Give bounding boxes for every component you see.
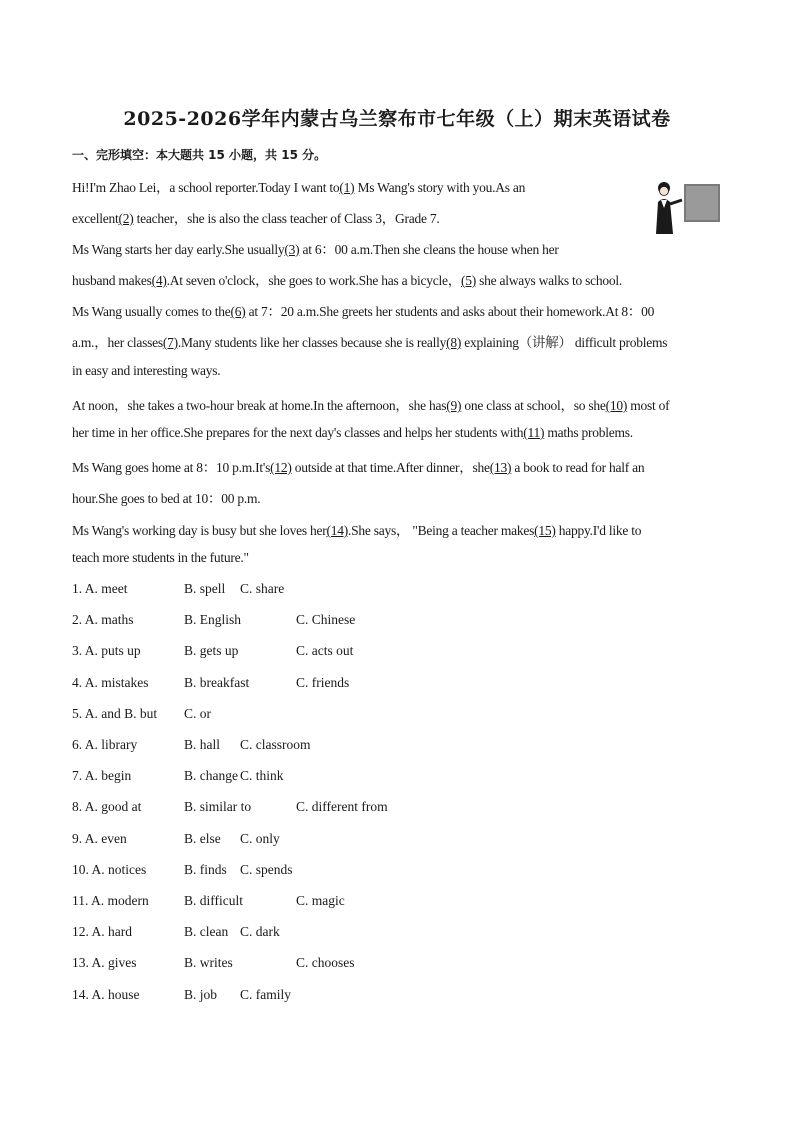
option-c: C. share	[240, 581, 285, 596]
option-c: C. friends	[296, 675, 350, 690]
section-heading: 一、完形填空：本大题共 15 小题，共 15 分。	[72, 148, 327, 162]
blank-13: (13)	[489, 460, 512, 475]
passage-line: her time in her office.She prepares for the next day's classes and helps her students with(11) maths problems.	[72, 425, 633, 440]
option-a: 13. A. gives	[72, 955, 137, 970]
option-a: 6. A. library	[72, 737, 138, 752]
option-b: B. breakfast	[184, 675, 250, 690]
blank-1: (1)	[339, 180, 355, 195]
blank-10: (10)	[605, 398, 628, 413]
blank-4: (4)	[151, 273, 167, 288]
option-a: 3. A. puts up	[72, 643, 141, 658]
option-a: 14. A. house	[72, 987, 140, 1002]
option-c: C. acts out	[296, 643, 354, 658]
option-c: C. family	[240, 987, 291, 1002]
option-c: C. different from	[296, 799, 388, 814]
option-b: B. clean	[184, 924, 229, 939]
blank-8: (8)	[446, 335, 462, 350]
blank-12: (12)	[270, 460, 292, 475]
passage-line: Ms Wang usually comes to the(6) at 7：20 a.m.She greets her students and asks about their homework.At 8：00	[72, 304, 655, 319]
blank-3: (3)	[284, 242, 300, 257]
option-c: C. magic	[296, 893, 345, 908]
option-c: C. think	[240, 768, 284, 783]
option-a: 8. A. good at	[72, 799, 142, 814]
option-b: B. else	[184, 831, 221, 846]
option-a: 12. A. hard	[72, 924, 132, 939]
blank-9: (9)	[446, 398, 462, 413]
option-b: B. similar to	[184, 799, 252, 814]
blank-7: (7)	[162, 335, 178, 350]
option-b: B. spell	[184, 581, 226, 596]
blank-2: (2)	[118, 211, 134, 226]
option-a: 11. A. modern	[72, 893, 149, 908]
passage-line: Hi!I'm Zhao Lei，a school reporter.Today I want to(1) Ms Wang's story with you.As an	[72, 180, 526, 195]
option-a: 9. A. even	[72, 831, 127, 846]
passage-line: a.m.，her classes(7).Many students like her classes because she is really(8) explaining（讲解） difficult problems	[72, 335, 668, 350]
option-c: C. chooses	[296, 955, 355, 970]
passage-line: At noon，she takes a two-hour break at home.In the afternoon，she has(9) one class at school，so she(10) most of	[72, 398, 670, 413]
option-c: C. Chinese	[296, 612, 356, 627]
passage-line: Ms Wang's working day is busy but she loves her(14).She says， "Being a teacher makes(15) happy.I'd like to	[72, 523, 642, 538]
option-a: 7. A. begin	[72, 768, 132, 783]
passage-line: Ms Wang goes home at 8：10 p.m.It's(12) outside at that time.After dinner，she(13) a book to read for half an	[72, 460, 645, 475]
blank-5: (5)	[460, 273, 476, 288]
passage-line: Ms Wang starts her day early.She usually(3) at 6：00 a.m.Then she cleans the house when her	[72, 242, 559, 257]
passage-line: husband makes(4).At seven o'clock，she goes to work.She has a bicycle，(5) she always walks to school.	[72, 273, 622, 288]
passage-line: hour.She goes to bed at 10：00 p.m.	[72, 491, 261, 506]
passage-line: excellent(2) teacher，she is also the class teacher of Class 3，Grade 7.	[72, 211, 440, 226]
option-b: C. or	[184, 706, 211, 721]
option-b: B. gets up	[184, 643, 239, 658]
page-title: 2025-2026学年内蒙古乌兰察布市七年级（上）期末英语试卷	[123, 108, 671, 130]
option-a: 10. A. notices	[72, 862, 147, 877]
option-b: B. change	[184, 768, 238, 783]
blank-6: (6)	[230, 304, 246, 319]
blank-14: (14)	[326, 523, 348, 538]
option-b: B. hall	[184, 737, 220, 752]
option-c: C. classroom	[240, 737, 311, 752]
option-b: B. job	[184, 987, 218, 1002]
option-c: C. spends	[240, 862, 293, 877]
option-a: 4. A. mistakes	[72, 675, 149, 690]
option-a: 2. A. maths	[72, 612, 134, 627]
passage-line: teach more students in the future."	[72, 550, 249, 565]
option-b: B. finds	[184, 862, 227, 877]
blank-11: (11)	[523, 425, 545, 440]
option-a: 1. A. meet	[72, 581, 128, 596]
option-c: C. only	[240, 831, 280, 846]
option-b: B. difficult	[184, 893, 243, 908]
blank-15: (15)	[534, 523, 556, 538]
option-b: B. English	[184, 612, 242, 627]
option-c: C. dark	[240, 924, 280, 939]
option-b: B. writes	[184, 955, 233, 970]
teacher-at-blackboard-icon	[648, 178, 724, 236]
passage-line: in easy and interesting ways.	[72, 363, 221, 378]
option-a: 5. A. and B. but	[72, 706, 158, 721]
